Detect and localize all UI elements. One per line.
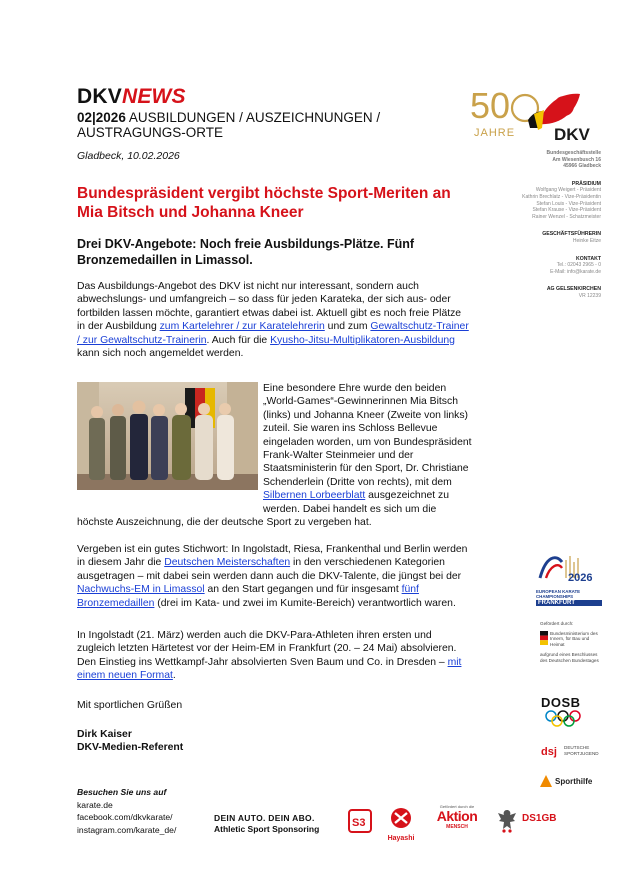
logo-number: 50: [470, 85, 511, 126]
text: . Auch für die: [206, 334, 271, 346]
text: Eine besondere Ehre wurde den beiden „World-Games“-Gewinnerinnen Mia Bitsch (links) und Johanna Kneer (Zweite von links) zuteil. Sie waren ins Schloss Bellevue eingeladen worden, um von Bundespräsident Frank-Walter Steinmeier und der Staatsministerin für den Sport, Dr. Christiane Schenderlein (Dritte von rechts), mit dem: [263, 383, 472, 488]
signature-role: DKV-Medien-Referent: [77, 742, 184, 754]
sponsor-line1: DEIN AUTO. DEIN ABO.: [214, 813, 315, 823]
dsigb-label: DS1GB: [522, 813, 557, 824]
signature: [77, 728, 183, 755]
link-neues-format[interactable]: mit einem neuen Format: [77, 656, 462, 682]
dateline: Gladbeck, 10.02.2026: [77, 150, 180, 162]
eagle-icon: [496, 807, 518, 833]
text: Vergeben ist ein gutes Stichwort: In Ingolstadt, Riesa, Frankenthal und Berlin werden in diesem Jahr die: [77, 544, 468, 569]
vr-number: VR 12239: [578, 292, 601, 299]
email[interactable]: E-Mail: info@karate.de: [550, 268, 601, 275]
dosb-logo: [541, 695, 591, 731]
em-year: 2026: [568, 572, 593, 584]
em-line1: EUROPEAN KARATE: [536, 589, 581, 594]
office-city: 45966 Gladbeck: [563, 163, 601, 170]
sporthilfe-label: Sporthilfe: [555, 776, 593, 786]
ag-title: AG GELSENKIRCHEN: [546, 286, 601, 293]
bmi-text: Bundesministerium des Innern, für Bau und Heimat: [550, 630, 598, 647]
paragraph-championships: [77, 543, 472, 610]
brand-dkv: DKV: [77, 85, 122, 108]
praesidium-member: Rainer Wenzel - Schatzmeister: [532, 213, 601, 220]
sbj-logo: [348, 809, 372, 833]
link-gewaltschutz[interactable]: Gewaltschutz-Trainer / zur Gewaltschutz-Trainerin: [77, 321, 469, 346]
gf-title: GESCHÄFTSFÜHRERIN: [542, 231, 601, 238]
text: ausgezeichnet zu werden. Dabei handelt es sich um die höchste Auszeichnung, die der deutsche Sport zu vergeben hat.: [77, 490, 450, 529]
link-facebook[interactable]: facebook.com/dkvkarate/: [77, 812, 173, 823]
praesidium-member: Stefan Krause - Vize-Präsident: [532, 207, 601, 214]
brand-news: NEWS: [121, 85, 186, 108]
aktion-mensch-logo: [430, 804, 484, 838]
sponsor-dein-auto: [214, 813, 338, 834]
greeting: Mit sportlichen Grüßen: [77, 700, 183, 711]
text: an den Start gegangen und für insgesamt: [204, 584, 402, 596]
link-karatelehrer[interactable]: zum Kartelehrer / zur Karatelehrerin: [159, 321, 325, 333]
issue-number: 02|2026: [77, 110, 126, 125]
link-nachwuchs-em[interactable]: Nachwuchs-EM in Limassol: [77, 584, 205, 596]
bmi-logo: [540, 621, 602, 664]
praesidium-title: PRÄSIDIUM: [571, 180, 601, 187]
svg-text:dsj: dsj: [541, 746, 557, 758]
social-links: [77, 786, 176, 836]
gefoerdert-label: Gefördert durch:: [540, 621, 574, 626]
bmi-sub: aufgrund eines Beschlusses des Deutschen Bundestages: [540, 652, 599, 663]
text: In Ingolstadt (21. März) werden auch die DKV-Para-Athleten ihren ersten und zugleich letzten Härtetest vor der Heim-EM in Frankfurt (20. – 24 Mai) absolvieren. Den Einstieg ins Wettkampf-Jahr absolvierten Sven Baum und Co. in Dresden –: [77, 630, 457, 668]
masthead: [77, 86, 186, 108]
paragraph-para-athletes: [77, 629, 472, 683]
visit-label: Besuchen Sie uns auf: [77, 787, 167, 797]
praesidium-member: Stefan Louis - Vize-Präsident: [536, 200, 601, 207]
topics: AUSBILDUNGEN / AUSZEICHNUNGEN / AUSTRAGUNGS-ORTE: [77, 110, 381, 140]
link-kyusho[interactable]: Kyusho-Jitsu-Multiplikatoren-Ausbildung: [270, 334, 455, 346]
dsj-text: DEUTSCHE SPORTJUGEND: [564, 745, 599, 756]
issue-topics: [77, 110, 407, 140]
text: und zum: [324, 321, 371, 333]
em-line2: CHAMPIONSHIPS: [536, 594, 574, 599]
text: in den verschiedenen Kategorien ausgetragen – mit dabei sein werden dann auch die DKV-Talente, die jüngst bei der: [77, 557, 462, 582]
text: (drei im Kata- und zwei im Kumite-Bereich) verantwortlich waren.: [154, 597, 456, 609]
link-karate-de[interactable]: karate.de: [77, 799, 113, 810]
signature-name: Dirk Kaiser: [77, 729, 132, 740]
link-bronzemedaillen[interactable]: fünf Bronzemedaillen: [77, 584, 419, 609]
hayashi-label: Hayashi: [387, 835, 415, 842]
aktion-label: Aktion: [436, 808, 478, 824]
link-silbernes-lorbeerblatt[interactable]: Silbernen Lorbeerblatt: [263, 490, 366, 502]
link-instagram[interactable]: instagram.com/karate_de/: [77, 824, 177, 835]
office-street: Am Wiesenbusch 16: [552, 156, 601, 163]
paragraph-award: [77, 382, 472, 529]
text: Das Ausbildungs-Angebot des DKV ist nicht nur interessant, sondern auch abwechslungs- und umfangreich – so dass für jeden Karateka, der sich aus- oder fortbilden lassen möchte, garantiert etwas dabei ist. Aktuell gibt es noch freie Plätze in der Ausbildung: [77, 281, 462, 333]
aktion-sub: MENSCH: [446, 824, 468, 830]
logo-org: DKV: [554, 125, 590, 144]
text: kann sich noch angemeldet werden.: [77, 348, 244, 360]
em-2026-logo: [536, 548, 602, 610]
article-lead: Drei DKV-Angebote: Noch freie Ausbildungs-Plätze. Fünf Bronzemedaillen in Limassol.: [77, 237, 415, 267]
hayashi-logo: [386, 807, 416, 841]
em-city: FRANKFURT: [536, 600, 602, 606]
paragraph-training: [77, 280, 472, 360]
link-deutsche-meisterschaften[interactable]: Deutschen Meisterschaften: [164, 557, 291, 569]
svg-text:S3: S3: [352, 817, 366, 829]
contact-sidebar: [505, 150, 601, 300]
office-label: Bundesgeschäftsstelle: [546, 150, 601, 156]
logo-jahre: JAHRE: [474, 127, 516, 139]
praesidium-member: Kathrin Brechlatz - Vize-Präsidentin: [522, 193, 601, 200]
sporthilfe-logo: [540, 775, 592, 787]
gf-name: Heinke Eitze: [572, 237, 601, 244]
phone: Tel.: 02043 2965 - 0: [556, 262, 601, 269]
aktion-top: Gefördert durch die: [439, 804, 475, 809]
article-headline: Bundespräsident vergibt höchste Sport-Meriten an Mia Bitsch und Johanna Kneer: [77, 185, 451, 221]
sponsor-line2: Athletic Sport Sponsoring: [214, 823, 320, 834]
praesidium-member: Wolfgang Weigert - Präsident: [535, 187, 601, 194]
kontakt-title: KONTAKT: [576, 255, 601, 262]
dsj-logo: [541, 744, 601, 758]
text: .: [172, 670, 176, 682]
dkv-50-jahre-logo: [468, 84, 608, 146]
dosb-label: DOSB: [541, 695, 581, 710]
